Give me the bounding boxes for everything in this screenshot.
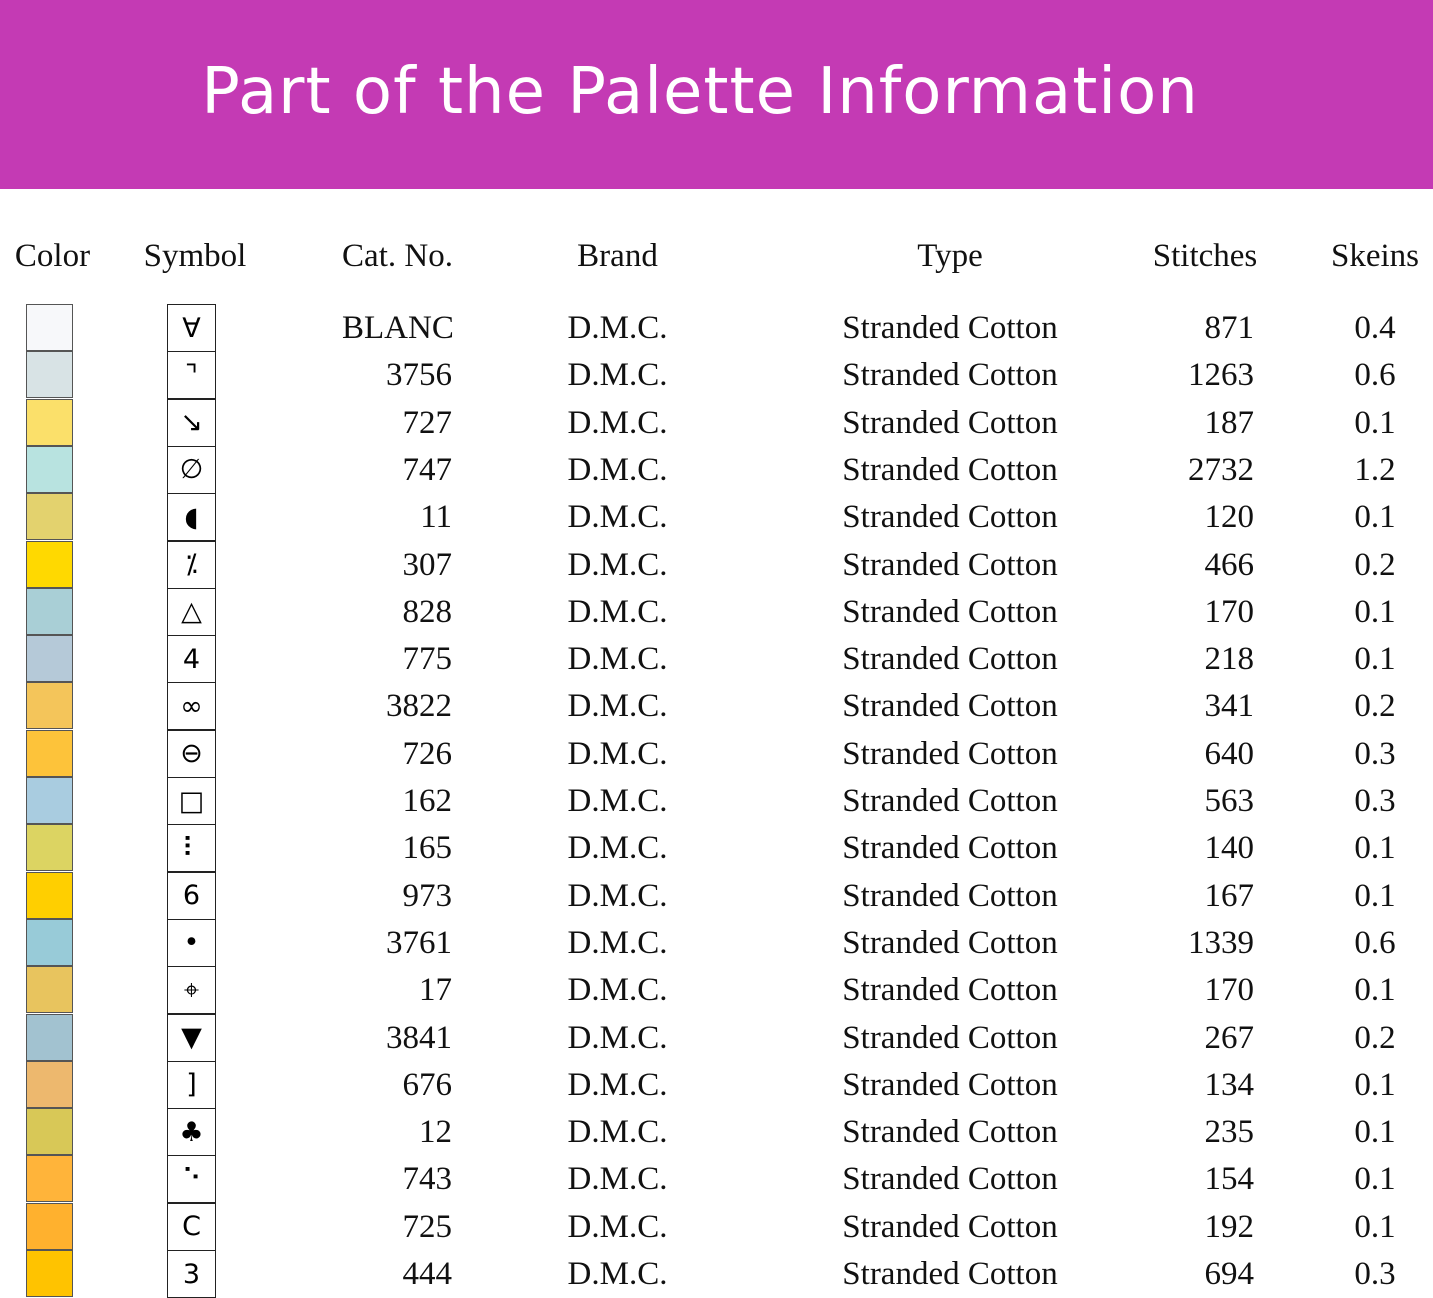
brand-cell: D.M.C. — [567, 972, 668, 1009]
dot-icon: • — [167, 919, 216, 967]
three-dots-icon: ♣ — [167, 1108, 216, 1156]
column-header-color: Color — [14, 238, 91, 274]
stitches-cell: 140 — [1204, 830, 1254, 867]
stitches-cell: 170 — [1204, 593, 1254, 630]
skeins-cell: 0.2 — [1354, 546, 1396, 583]
skeins-cell: 0.2 — [1354, 1019, 1396, 1056]
stitches-cell: 267 — [1204, 1019, 1254, 1056]
table-row — [0, 1155, 1433, 1202]
dot-bar-icon: ◖ — [167, 493, 216, 541]
type-cell: Stranded Cotton — [842, 641, 1058, 678]
brand-cell: D.M.C. — [567, 641, 668, 678]
cat-no-cell: 17 — [419, 972, 452, 1009]
brand-cell: D.M.C. — [567, 1208, 668, 1245]
color-swatch — [26, 304, 73, 351]
table-row — [0, 682, 1433, 729]
brand-cell: D.M.C. — [567, 924, 668, 961]
type-cell: Stranded Cotton — [842, 1208, 1058, 1245]
column-header-symbol: Symbol — [143, 238, 247, 274]
table-row — [0, 1061, 1433, 1108]
stitches-cell: 2732 — [1188, 451, 1254, 488]
brand-cell: D.M.C. — [567, 1019, 668, 1056]
double-ring-icon: ∞ — [167, 682, 216, 730]
skeins-cell: 0.6 — [1354, 924, 1396, 961]
type-cell: Stranded Cotton — [842, 1256, 1058, 1292]
table-row — [0, 446, 1433, 493]
type-cell: Stranded Cotton — [842, 688, 1058, 725]
color-swatch — [26, 777, 73, 824]
brand-cell: D.M.C. — [567, 688, 668, 725]
type-cell: Stranded Cotton — [842, 593, 1058, 630]
cat-no-cell: 3756 — [386, 357, 452, 394]
skeins-cell: 0.1 — [1354, 1161, 1396, 1198]
type-cell: Stranded Cotton — [842, 1066, 1058, 1103]
skeins-cell: 0.1 — [1354, 593, 1396, 630]
table-row — [0, 1108, 1433, 1155]
type-cell: Stranded Cotton — [842, 783, 1058, 819]
type-cell: Stranded Cotton — [842, 735, 1058, 772]
skeins-cell: 0.1 — [1354, 830, 1396, 867]
cat-no-cell: 775 — [402, 641, 452, 678]
type-cell: Stranded Cotton — [842, 924, 1058, 961]
color-swatch — [26, 730, 73, 777]
skeins-cell: 0.1 — [1354, 877, 1396, 914]
table-row — [0, 872, 1433, 919]
type-cell: Stranded Cotton — [842, 404, 1058, 441]
cat-no-cell: 743 — [402, 1161, 452, 1198]
stitches-cell: 218 — [1204, 641, 1254, 678]
column-header-stitches: Stitches — [1152, 238, 1258, 274]
cat-no-cell: 12 — [419, 1114, 452, 1151]
color-swatch — [26, 872, 73, 919]
color-swatch — [26, 1250, 73, 1297]
brand-cell: D.M.C. — [567, 357, 668, 394]
corner-bracket-icon: ⌝ — [167, 351, 216, 399]
type-cell: Stranded Cotton — [842, 310, 1058, 346]
brand-cell: D.M.C. — [567, 783, 668, 819]
color-swatch — [26, 1014, 73, 1061]
color-swatch — [26, 1061, 73, 1108]
color-swatch — [26, 493, 73, 540]
skeins-cell: 0.1 — [1354, 1114, 1396, 1151]
cat-no-cell: 828 — [402, 593, 452, 630]
color-swatch — [26, 541, 73, 588]
skeins-cell: 0.3 — [1354, 1256, 1396, 1292]
stitches-cell: 1263 — [1188, 357, 1254, 394]
color-swatch — [26, 919, 73, 966]
bracket-icon: ] — [167, 1061, 216, 1109]
cat-no-cell: 307 — [402, 546, 452, 583]
brand-cell: D.M.C. — [567, 310, 668, 346]
color-swatch — [26, 1203, 73, 1250]
skeins-cell: 0.4 — [1354, 310, 1396, 346]
column-header-cat-no: Cat. No. — [342, 238, 453, 274]
stitches-cell: 192 — [1204, 1208, 1254, 1245]
color-swatch — [26, 588, 73, 635]
type-cell: Stranded Cotton — [842, 1161, 1058, 1198]
table-row — [0, 1203, 1433, 1250]
stitches-cell: 235 — [1204, 1114, 1254, 1151]
brand-cell: D.M.C. — [567, 830, 668, 867]
column-header-type: Type — [917, 238, 983, 274]
skeins-cell: 0.3 — [1354, 735, 1396, 772]
cat-no-cell: 676 — [402, 1066, 452, 1103]
circle-minus-icon: ⊖ — [167, 730, 216, 778]
table-row — [0, 493, 1433, 540]
stitches-cell: 154 — [1204, 1161, 1254, 1198]
brand-cell: D.M.C. — [567, 404, 668, 441]
cat-no-cell: 11 — [420, 499, 452, 536]
cat-no-cell: 727 — [402, 404, 452, 441]
table-row — [0, 1014, 1433, 1061]
type-cell: Stranded Cotton — [842, 877, 1058, 914]
type-cell: Stranded Cotton — [842, 451, 1058, 488]
page-title: Part of the Palette Information — [201, 55, 1199, 129]
table-row — [0, 635, 1433, 682]
stitches-cell: 466 — [1204, 546, 1254, 583]
color-swatch — [26, 1155, 73, 1202]
type-cell: Stranded Cotton — [842, 972, 1058, 1009]
skeins-cell: 0.1 — [1354, 1208, 1396, 1245]
table-row — [0, 304, 1433, 351]
type-cell: Stranded Cotton — [842, 1019, 1058, 1056]
stitches-cell: 871 — [1204, 310, 1254, 346]
brand-cell: D.M.C. — [567, 1066, 668, 1103]
stitches-cell: 640 — [1204, 735, 1254, 772]
cat-no-cell: 162 — [402, 783, 452, 819]
triangle-icon: △ — [167, 588, 216, 636]
stitches-cell: 120 — [1204, 499, 1254, 536]
color-swatch — [26, 682, 73, 729]
brand-cell: D.M.C. — [567, 546, 668, 583]
skeins-cell: 0.1 — [1354, 641, 1396, 678]
brand-cell: D.M.C. — [567, 499, 668, 536]
skeins-cell: 1.2 — [1354, 451, 1396, 488]
table-row — [0, 966, 1433, 1013]
dots-slash-icon: ⁒ — [167, 541, 216, 589]
stitches-cell: 167 — [1204, 877, 1254, 914]
brand-cell: D.M.C. — [567, 735, 668, 772]
skeins-cell: 0.6 — [1354, 357, 1396, 394]
brand-cell: D.M.C. — [567, 877, 668, 914]
cat-no-cell: 3841 — [386, 1019, 452, 1056]
skeins-cell: 0.1 — [1354, 404, 1396, 441]
skeins-cell: 0.1 — [1354, 499, 1396, 536]
color-swatch — [26, 1108, 73, 1155]
cat-no-cell: BLANC — [342, 310, 454, 346]
crosshair-dot-icon: ⌖ — [167, 966, 216, 1014]
table-row — [0, 730, 1433, 777]
four-icon: 4 — [167, 635, 216, 683]
color-swatch — [26, 824, 73, 871]
table-row — [0, 824, 1433, 871]
color-swatch — [26, 635, 73, 682]
cat-no-cell: 726 — [402, 735, 452, 772]
empty-set-icon: ∅ — [167, 446, 216, 494]
column-header-brand: Brand — [577, 238, 658, 274]
brand-cell: D.M.C. — [567, 593, 668, 630]
cat-no-cell: 444 — [402, 1256, 452, 1292]
square-icon: □ — [167, 777, 216, 825]
cat-no-cell: 725 — [402, 1208, 452, 1245]
type-cell: Stranded Cotton — [842, 499, 1058, 536]
stitches-cell: 341 — [1204, 688, 1254, 725]
table-row — [0, 541, 1433, 588]
table-row — [0, 777, 1433, 824]
stitches-cell: 563 — [1204, 783, 1254, 819]
cat-no-cell: 973 — [402, 877, 452, 914]
for-all-icon: ∀ — [167, 304, 216, 352]
stitches-cell: 170 — [1204, 972, 1254, 1009]
type-cell: Stranded Cotton — [842, 357, 1058, 394]
cat-no-cell: 3822 — [386, 688, 452, 725]
cat-no-cell: 747 — [402, 451, 452, 488]
two-dots-icon: ⠇ — [167, 824, 216, 872]
skeins-cell: 0.1 — [1354, 972, 1396, 1009]
brand-cell: D.M.C. — [567, 1161, 668, 1198]
color-swatch — [26, 446, 73, 493]
type-cell: Stranded Cotton — [842, 1114, 1058, 1151]
stitches-cell: 134 — [1204, 1066, 1254, 1103]
type-cell: Stranded Cotton — [842, 830, 1058, 867]
color-swatch — [26, 351, 73, 398]
skeins-cell: 0.1 — [1354, 1066, 1396, 1103]
c-letter-icon: C — [167, 1203, 216, 1251]
brand-cell: D.M.C. — [567, 451, 668, 488]
type-cell: Stranded Cotton — [842, 546, 1058, 583]
color-swatch — [26, 399, 73, 446]
table-row — [0, 919, 1433, 966]
column-header-skeins: Skeins — [1330, 238, 1419, 274]
three-icon: 3 — [167, 1250, 216, 1298]
color-swatch — [26, 966, 73, 1013]
skeins-cell: 0.3 — [1354, 783, 1396, 819]
cat-no-cell: 165 — [402, 830, 452, 867]
stitches-cell: 694 — [1204, 1256, 1254, 1292]
cat-no-cell: 3761 — [386, 924, 452, 961]
table-row — [0, 351, 1433, 398]
title-banner — [0, 0, 1433, 189]
skeins-cell: 0.2 — [1354, 688, 1396, 725]
brand-cell: D.M.C. — [567, 1256, 668, 1292]
brand-cell: D.M.C. — [567, 1114, 668, 1151]
stitches-cell: 1339 — [1188, 924, 1254, 961]
stitches-cell: 187 — [1204, 404, 1254, 441]
table-row — [0, 588, 1433, 635]
diagonal-dots-icon: ⠑ — [167, 1155, 216, 1203]
table-row — [0, 399, 1433, 446]
arrow-down-right-icon: ↘ — [167, 399, 216, 447]
down-triangle-icon: ▼ — [167, 1014, 216, 1062]
six-icon: 6 — [167, 872, 216, 920]
table-row — [0, 1250, 1433, 1297]
